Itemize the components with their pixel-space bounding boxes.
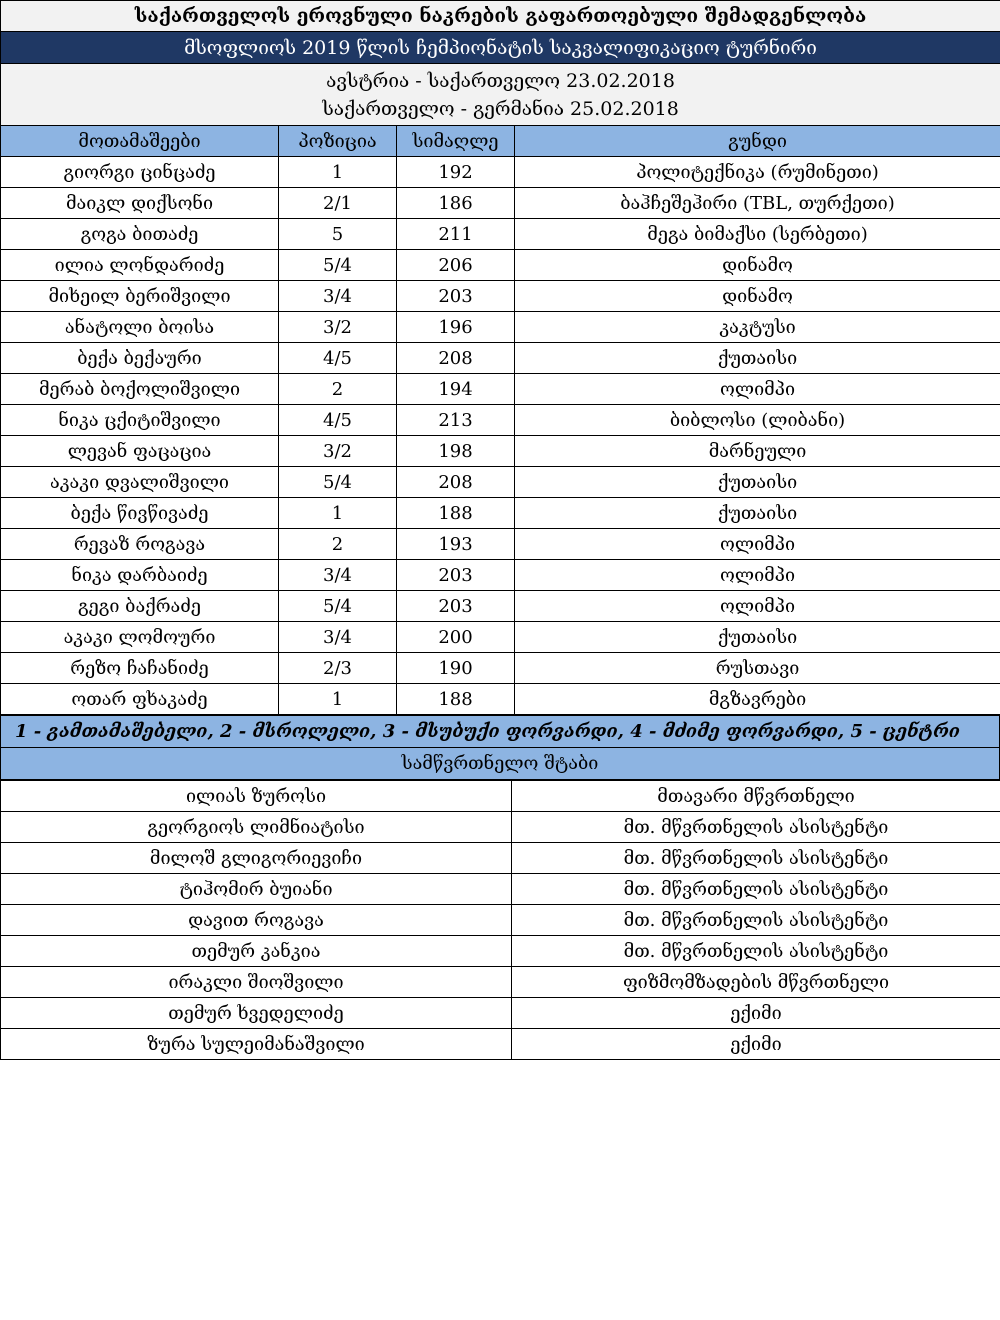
player-height: 196 <box>397 312 515 343</box>
player-team: პოლიტექნიკა (რუმინეთი) <box>515 157 1000 188</box>
document-title: საქართველოს ეროვნული ნაკრების გაფართოებული შემადგენლობა <box>1 1 1000 32</box>
match-schedule <box>1 64 1000 126</box>
staff-name: მილოშ გლიგორიევიჩი <box>1 843 512 874</box>
player-name: ილია ლონდარიძე <box>1 250 279 281</box>
player-team: ოლიმპი <box>515 374 1000 405</box>
player-team: ქუთაისი <box>515 498 1000 529</box>
staff-name: გეორგიოს ლიმნიატისი <box>1 812 512 843</box>
player-row <box>1 250 1000 281</box>
player-row <box>1 219 1000 250</box>
player-height: 198 <box>397 436 515 467</box>
player-name: აკაკი დვალიშვილი <box>1 467 279 498</box>
staff-name: ირაკლი შიოშვილი <box>1 967 512 998</box>
player-height: 211 <box>397 219 515 250</box>
player-row <box>1 622 1000 653</box>
player-position: 2/1 <box>279 188 397 219</box>
player-row <box>1 405 1000 436</box>
player-name: მიხეილ ბერიშვილი <box>1 281 279 312</box>
player-team: დინამო <box>515 281 1000 312</box>
match-line-1: ავსტრია - საქართველო 23.02.2018 <box>326 69 675 92</box>
player-position: 3/2 <box>279 312 397 343</box>
staff-name: ილიას ზუროსი <box>1 781 512 812</box>
player-height: 194 <box>397 374 515 405</box>
player-team: ქუთაისი <box>515 467 1000 498</box>
player-height: 193 <box>397 529 515 560</box>
legend-row <box>1 716 1000 748</box>
player-position: 1 <box>279 684 397 715</box>
column-header-team: გუნდი <box>515 126 1000 157</box>
staff-row <box>1 905 1000 936</box>
player-name: აკაკი ლომოური <box>1 622 279 653</box>
player-row <box>1 312 1000 343</box>
player-row <box>1 188 1000 219</box>
player-name: ოთარ ფხაკაძე <box>1 684 279 715</box>
player-team: ოლიმპი <box>515 591 1000 622</box>
player-position: 2 <box>279 374 397 405</box>
staff-header-row <box>1 748 1000 780</box>
player-team: კაკტუსი <box>515 312 1000 343</box>
player-name: მერაბ ბოქოლიშვილი <box>1 374 279 405</box>
legend-table <box>0 715 1000 780</box>
staff-role: ექიმი <box>512 1029 1000 1060</box>
player-height: 186 <box>397 188 515 219</box>
player-team: რუსთავი <box>515 653 1000 684</box>
staff-row <box>1 812 1000 843</box>
player-row <box>1 157 1000 188</box>
player-position: 2 <box>279 529 397 560</box>
player-name: ბექა წივწივაძე <box>1 498 279 529</box>
player-name: მაიკლ დიქსონი <box>1 188 279 219</box>
staff-name: დავით როგავა <box>1 905 512 936</box>
staff-row <box>1 998 1000 1029</box>
player-team: მგზავრები <box>515 684 1000 715</box>
player-height: 213 <box>397 405 515 436</box>
staff-role: მთავარი მწვრთნელი <box>512 781 1000 812</box>
player-team: ქუთაისი <box>515 622 1000 653</box>
staff-role: მთ. მწვრთნელის ასისტენტი <box>512 905 1000 936</box>
staff-title: სამწვრთნელო შტაბი <box>1 748 1000 780</box>
player-name: გოგა ბითაძე <box>1 219 279 250</box>
player-name: ნიკა ცქიტიშვილი <box>1 405 279 436</box>
player-row <box>1 684 1000 715</box>
player-row <box>1 281 1000 312</box>
column-header-position: პოზიცია <box>279 126 397 157</box>
subtitle-row <box>1 32 1000 64</box>
column-header-height: სიმაღლე <box>397 126 515 157</box>
player-name: ლევან ფაცაცია <box>1 436 279 467</box>
player-row <box>1 529 1000 560</box>
player-team: მარნეული <box>515 436 1000 467</box>
player-height: 200 <box>397 622 515 653</box>
player-row <box>1 653 1000 684</box>
player-height: 206 <box>397 250 515 281</box>
player-name: ბექა ბექაური <box>1 343 279 374</box>
staff-role: ფიზმომზადების მწვრთნელი <box>512 967 1000 998</box>
player-position: 1 <box>279 498 397 529</box>
document-subtitle: მსოფლიოს 2019 წლის ჩემპიონატის საკვალიფიკაციო ტურნირი <box>1 32 1000 64</box>
column-header-players: მოთამაშეები <box>1 126 279 157</box>
player-row <box>1 374 1000 405</box>
matches-row <box>1 64 1000 126</box>
staff-row <box>1 843 1000 874</box>
title-row <box>1 1 1000 32</box>
player-position: 1 <box>279 157 397 188</box>
staff-name: თემურ კანკია <box>1 936 512 967</box>
player-height: 190 <box>397 653 515 684</box>
player-row <box>1 498 1000 529</box>
player-name: გეგი ბაქრაძე <box>1 591 279 622</box>
player-position: 3/4 <box>279 560 397 591</box>
players-header-row <box>1 126 1000 157</box>
player-name: გიორგი ცინცაძე <box>1 157 279 188</box>
staff-role: ექიმი <box>512 998 1000 1029</box>
player-position: 4/5 <box>279 343 397 374</box>
staff-row <box>1 781 1000 812</box>
player-name: რეზო ჩაჩანიძე <box>1 653 279 684</box>
staff-row <box>1 1029 1000 1060</box>
player-height: 203 <box>397 591 515 622</box>
player-height: 188 <box>397 498 515 529</box>
player-position: 5/4 <box>279 467 397 498</box>
player-position: 4/5 <box>279 405 397 436</box>
player-position: 5/4 <box>279 250 397 281</box>
player-height: 203 <box>397 560 515 591</box>
player-row <box>1 560 1000 591</box>
player-position: 5 <box>279 219 397 250</box>
player-name: ანატოლი ბოისა <box>1 312 279 343</box>
staff-name: თემურ ხვედელიძე <box>1 998 512 1029</box>
player-team: ბაჰჩეშეჰირი (TBL, თურქეთი) <box>515 188 1000 219</box>
staff-row <box>1 967 1000 998</box>
player-position: 3/4 <box>279 622 397 653</box>
position-legend: 1 - გამთამაშებელი, 2 - მსროლელი, 3 - მსუბუქი ფორვარდი, 4 - მძიმე ფორვარდი, 5 - ცენტრი <box>1 716 1000 748</box>
staff-name: ტიჰომირ ბუიანი <box>1 874 512 905</box>
player-team: ოლიმპი <box>515 529 1000 560</box>
match-line-2: საქართველო - გერმანია 25.02.2018 <box>322 97 679 120</box>
player-name: რევაზ როგავა <box>1 529 279 560</box>
staff-role: მთ. მწვრთნელის ასისტენტი <box>512 812 1000 843</box>
player-team: ქუთაისი <box>515 343 1000 374</box>
player-position: 3/4 <box>279 281 397 312</box>
player-height: 188 <box>397 684 515 715</box>
player-position: 2/3 <box>279 653 397 684</box>
staff-name: ზურა სულეიმანაშვილი <box>1 1029 512 1060</box>
staff-row <box>1 936 1000 967</box>
player-height: 208 <box>397 343 515 374</box>
player-position: 5/4 <box>279 591 397 622</box>
player-row <box>1 343 1000 374</box>
staff-role: მთ. მწვრთნელის ასისტენტი <box>512 843 1000 874</box>
player-position: 3/2 <box>279 436 397 467</box>
player-team: ბიბლოსი (ლიბანი) <box>515 405 1000 436</box>
player-name: ნიკა დარბაიძე <box>1 560 279 591</box>
player-row <box>1 591 1000 622</box>
staff-role: მთ. მწვრთნელის ასისტენტი <box>512 936 1000 967</box>
player-row <box>1 436 1000 467</box>
player-height: 203 <box>397 281 515 312</box>
staff-table <box>0 780 1000 1060</box>
staff-role: მთ. მწვრთნელის ასისტენტი <box>512 874 1000 905</box>
player-team: დინამო <box>515 250 1000 281</box>
player-team: ოლიმპი <box>515 560 1000 591</box>
staff-row <box>1 874 1000 905</box>
player-team: მეგა ბიმაქსი (სერბეთი) <box>515 219 1000 250</box>
player-height: 192 <box>397 157 515 188</box>
player-row <box>1 467 1000 498</box>
player-height: 208 <box>397 467 515 498</box>
